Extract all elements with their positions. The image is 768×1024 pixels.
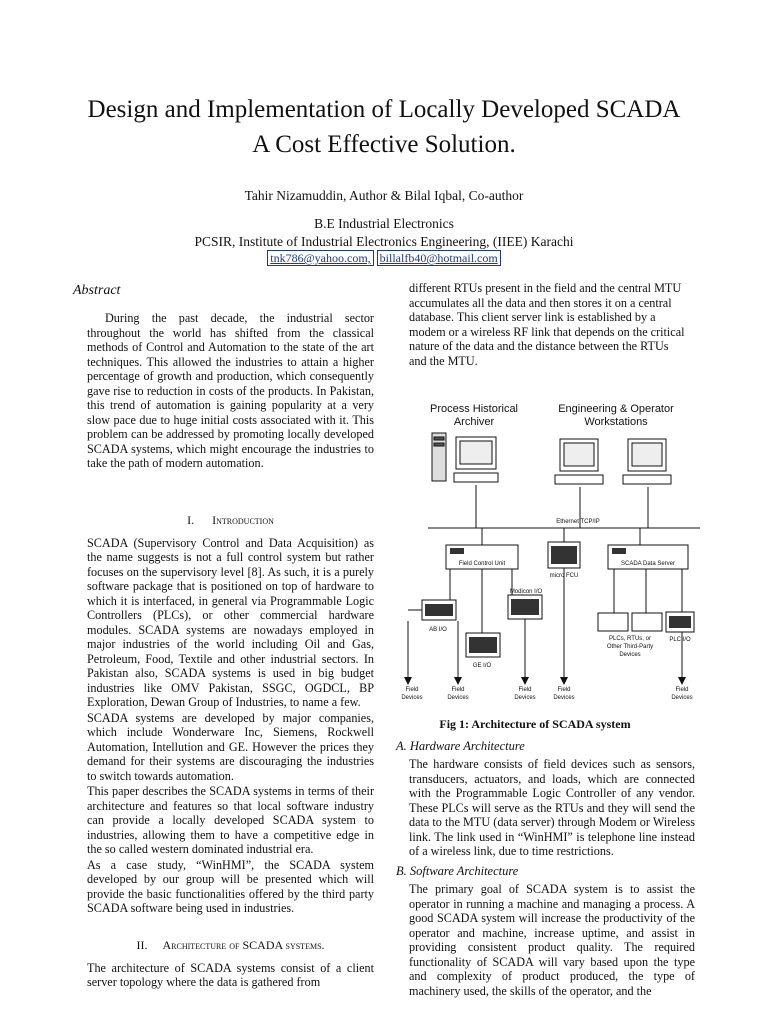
devices-label-5: Devices [671,695,693,701]
field-label-2: Field [451,687,465,693]
fcu-label: Field Control Unit [458,561,506,567]
email-link-2[interactable]: billalfb40@hotmail.com [377,250,501,266]
intro-section [87,513,374,917]
arch-num: II. [136,938,148,952]
devices-label-4: Devices [553,695,575,701]
title-line-2: A Cost Effective Solution. [252,131,516,158]
ab-io-label: AB I/O [429,627,447,633]
plc-io-label: PLC I/O [669,637,691,643]
field-label-1: Field [405,687,419,693]
software-heading: B. Software Architecture [396,864,519,878]
third-party-label-3: Devices [619,652,641,658]
field-label-4: Field [557,687,571,693]
third-party-label-2: Other Third-Party [606,644,654,650]
arch-section [87,938,374,991]
abstract-heading: Abstract [73,283,121,298]
third-party-box-2 [632,613,662,631]
arch-heading [87,938,374,953]
engineering-label-1: Engineering & Operator [558,403,674,415]
intro-num: I. [187,513,195,527]
third-party-box-1 [598,613,628,631]
scada-server-label: SCADA Data Server [620,561,676,567]
field-label-5: Field [675,687,689,693]
arch-paragraph: The architecture of SCADA systems consist of a client server topology where the data is gathered from [87,960,374,989]
department: B.E Industrial Electronics [314,216,454,231]
ethernet-label: Ethernet TCP/IP [556,519,600,525]
left-column [87,311,374,472]
intro-paragraph-2: SCADA systems are developed by major companies, which include Wonderware Inc, Siemens, Rockwell Automation, Intellution and GE. However the prices they demand for their systems are discouraging the industries to switch towards automation. [87,710,374,783]
intro-title: Introduction [212,513,274,527]
hardware-heading: A. Hardware Architecture [396,739,525,753]
hardware-text: The hardware consists of field devices such as sensors, transducers, actuators, and loads, which are connected with the Programmable Logic Controller of any vendor. These PLCs will serve as the RTUs and they will send the data to the MTU (data server) through Modem or Wireless link. The link used in “WinHMI” is telephone line instead of a wireless link, due to time restrictions. [409,757,695,858]
intro-paragraph-1: SCADA (Supervisory Control and Data Acquisition) as the name suggests is not a full control system but rather focuses on the supervisory level [8]. As such, it is a purely software package that is positioned on top of hardware to which it is interfaced, in general via Programmable Logic Controllers (PLCs), or other commercial hardware modules. SCADA systems are nowadays employed in major industries of the world including Oil and Gas, Petroleum, Food, Textile and other industrial sectors. In Pakistan also, SCADA systems is used in big budget industries like OMV Pakistan, SSGC, OGDCL, BP Exploration, Dewan Group of Industries, to name a few. [87,535,374,709]
third-party-label-1: PLCs, RTUs, or [609,636,651,642]
scada-architecture-figure [400,395,710,705]
paper-title [0,92,768,162]
micro-fcu-label: micro FCU [549,573,579,579]
software-text: The primary goal of SCADA system is to assist the operator in running a machine and managing a process. A good SCADA system will increase the productivity of the operator and machine, increase uptime, and assist in providing consistent product quality. The required functionality of SCADA will vary based upon the type and complexity of product produced, the type of machinery used, the skills of the operator, and the [409,882,695,998]
historian-label-1: Process Historical [429,403,519,415]
figure-caption: Fig 1: Architecture of SCADA system [439,717,631,731]
devices-label-3: Devices [514,695,536,701]
field-label-3: Field [518,687,532,693]
authors: Tahir Nizamuddin, Author & Bilal Iqbal, Co-author [244,188,524,203]
title-line-1: Design and Implementation of Locally Developed SCADA [87,96,681,123]
modicon-io-label: Modicon I/O [509,589,543,595]
intro-heading [87,513,374,528]
institute: PCSIR, Institute of Industrial Electronics Engineering, (IIEE) Karachi [194,234,574,249]
devices-label-1: Devices [401,695,423,701]
emails [0,251,768,266]
abstract-text: During the past decade, the industrial sector throughout the world has shifted from the classical methods of Control and Automation to the state of the art techniques. This allowed the industries to attain a higher percentage of growth and production, which consequently gave rise to reduction in costs of the products. In Pakistan, this trend of automation is gaining popularity at a very slow pace due to huge initial costs associated with it. This problem can be addressed by promoting locally developed SCADA systems, which might encourage the industries to take the path of modern automation. [87,311,374,470]
devices-label-2: Devices [447,695,469,701]
intro-paragraph-4: As a case study, “WinHMI”, the SCADA system developed by our group will be presented which will provide the basic functionalities offered by the third party SCADA software being used in industries. [87,857,374,915]
ge-io-label: GE I/O [472,663,492,669]
email-link-1[interactable]: tnk786@yahoo.com, [267,250,373,266]
historian-label-2: Archiver [453,416,495,428]
arch-title: Architecture of SCADA systems. [162,938,325,952]
engineering-label-2: Workstations [584,416,648,428]
intro-paragraph-3: This paper describes the SCADA systems in terms of their architecture and features so that local software industry can provide a locally developed SCADA system to industries, allowing them to have a competitive edge in the so called western dominated industrial era. [87,784,374,856]
arch-continued: different RTUs present in the field and the central MTU accumulates all the data and then stores it on a central database. This client server link is established by a modem or a wireless RF link that depends on the critical nature of the data and the distance between the RTUs and the MTU. [409,281,685,368]
